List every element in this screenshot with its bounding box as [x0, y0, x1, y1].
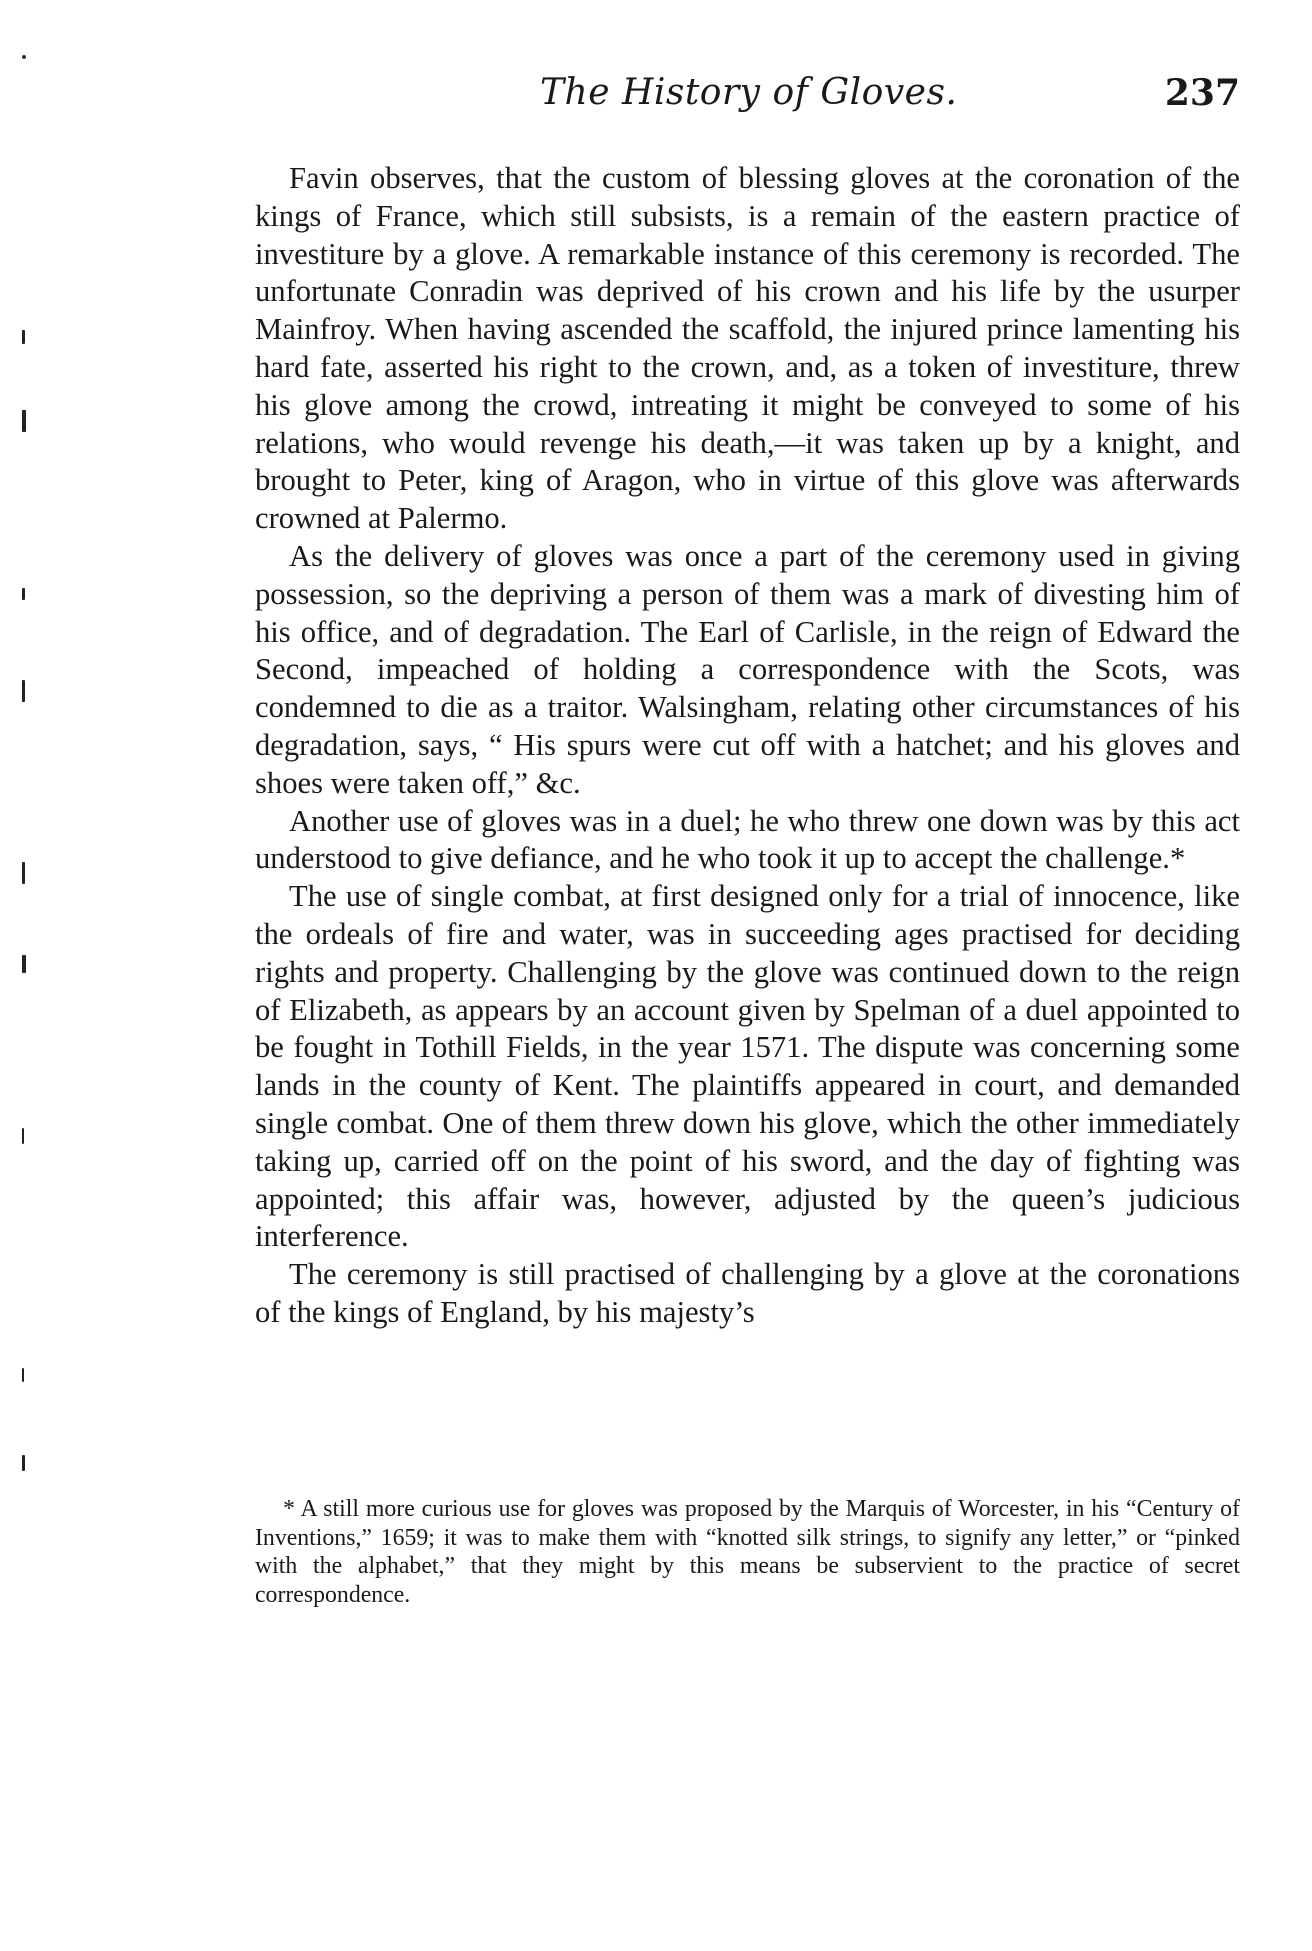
margin-mark — [22, 410, 26, 432]
paragraph: Another use of gloves was in a duel; he who threw one down was by this act understood to give defiance, and he who took it up to accept the challenge.* — [255, 803, 1240, 876]
paragraph: As the delivery of gloves was once a part of the ceremony used in giving possession, so the depriving a person of them was a mark of divesting him of his office, and of degradation. The Earl of Carlisle, in the reign of Edward the Second, impeached of holding a correspondence with the Scots, was condemned to die as a traitor. Walsingham, relating other circumstances of his degradation, says, “ His spurs were cut off with a hatchet; and his gloves and shoes were taken off,” &c. — [255, 538, 1240, 800]
margin-mark — [22, 330, 25, 344]
running-header — [540, 72, 1240, 122]
paragraph: Favin observes, that the custom of blessing gloves at the coronation of the kings of France, which still subsists, is a remain of the eastern practice of investiture by a glove. A remarkable instance of this ceremony is recorded. The unfortunate Conradin was deprived of his crown and his life by the usurper Mainfroy. When having ascended the scaffold, the injured prince lamenting his hard fate, asserted his right to the crown, and, as a token of investiture, threw his glove among the crowd, intreating it might be conveyed to some of his relations, who would revenge his death,—it was taken up by a knight, and brought to Peter, king of Aragon, who in virtue of this glove was afterwards crowned at Palermo. — [255, 161, 1240, 536]
main-text — [255, 160, 1240, 1332]
footnote — [255, 1495, 1240, 1609]
margin-speck — [22, 55, 26, 59]
paragraph: The use of single combat, at first designed only for a trial of innocence, like the ordeals of fire and water, was in succeeding ages practised for deciding rights and property. Challenging by the glove was continued down to the reign of Elizabeth, as appears by an account given by Spelman of a duel appointed to be fought in Tothill Fields, in the year 1571. The dispute was concerning some lands in the county of Kent. The plaintiffs appeared in court, and demanded single combat. One of them threw down his glove, which the other immediately taking up, carried off on the point of his sword, and the day of fighting was appointed; this affair was, however, adjusted by the queen’s judicious interference. — [255, 879, 1240, 1254]
margin-mark — [22, 680, 25, 702]
margin-mark — [22, 1455, 25, 1471]
margin-mark — [22, 1368, 24, 1382]
margin-mark — [22, 588, 25, 600]
margin-mark — [22, 955, 26, 973]
margin-mark — [22, 862, 25, 884]
page-number: 237 — [1164, 72, 1240, 114]
scan-margin-marks — [0, 0, 60, 1951]
margin-mark — [22, 1128, 24, 1144]
running-title: The History of Gloves. — [540, 72, 958, 113]
paragraph: The ceremony is still practised of challenging by a glove at the coronations of the kings of England, by his majesty’s — [255, 1257, 1240, 1329]
footnote-text: * A still more curious use for gloves was proposed by the Marquis of Worcester, in his “Century of Inventions,” 1659; it was to make them with “knotted silk strings, to signify any letter,” or “pinked with the alphabet,” that they might by this means be subservient to the practice of secret correspondence. — [255, 1496, 1240, 1608]
